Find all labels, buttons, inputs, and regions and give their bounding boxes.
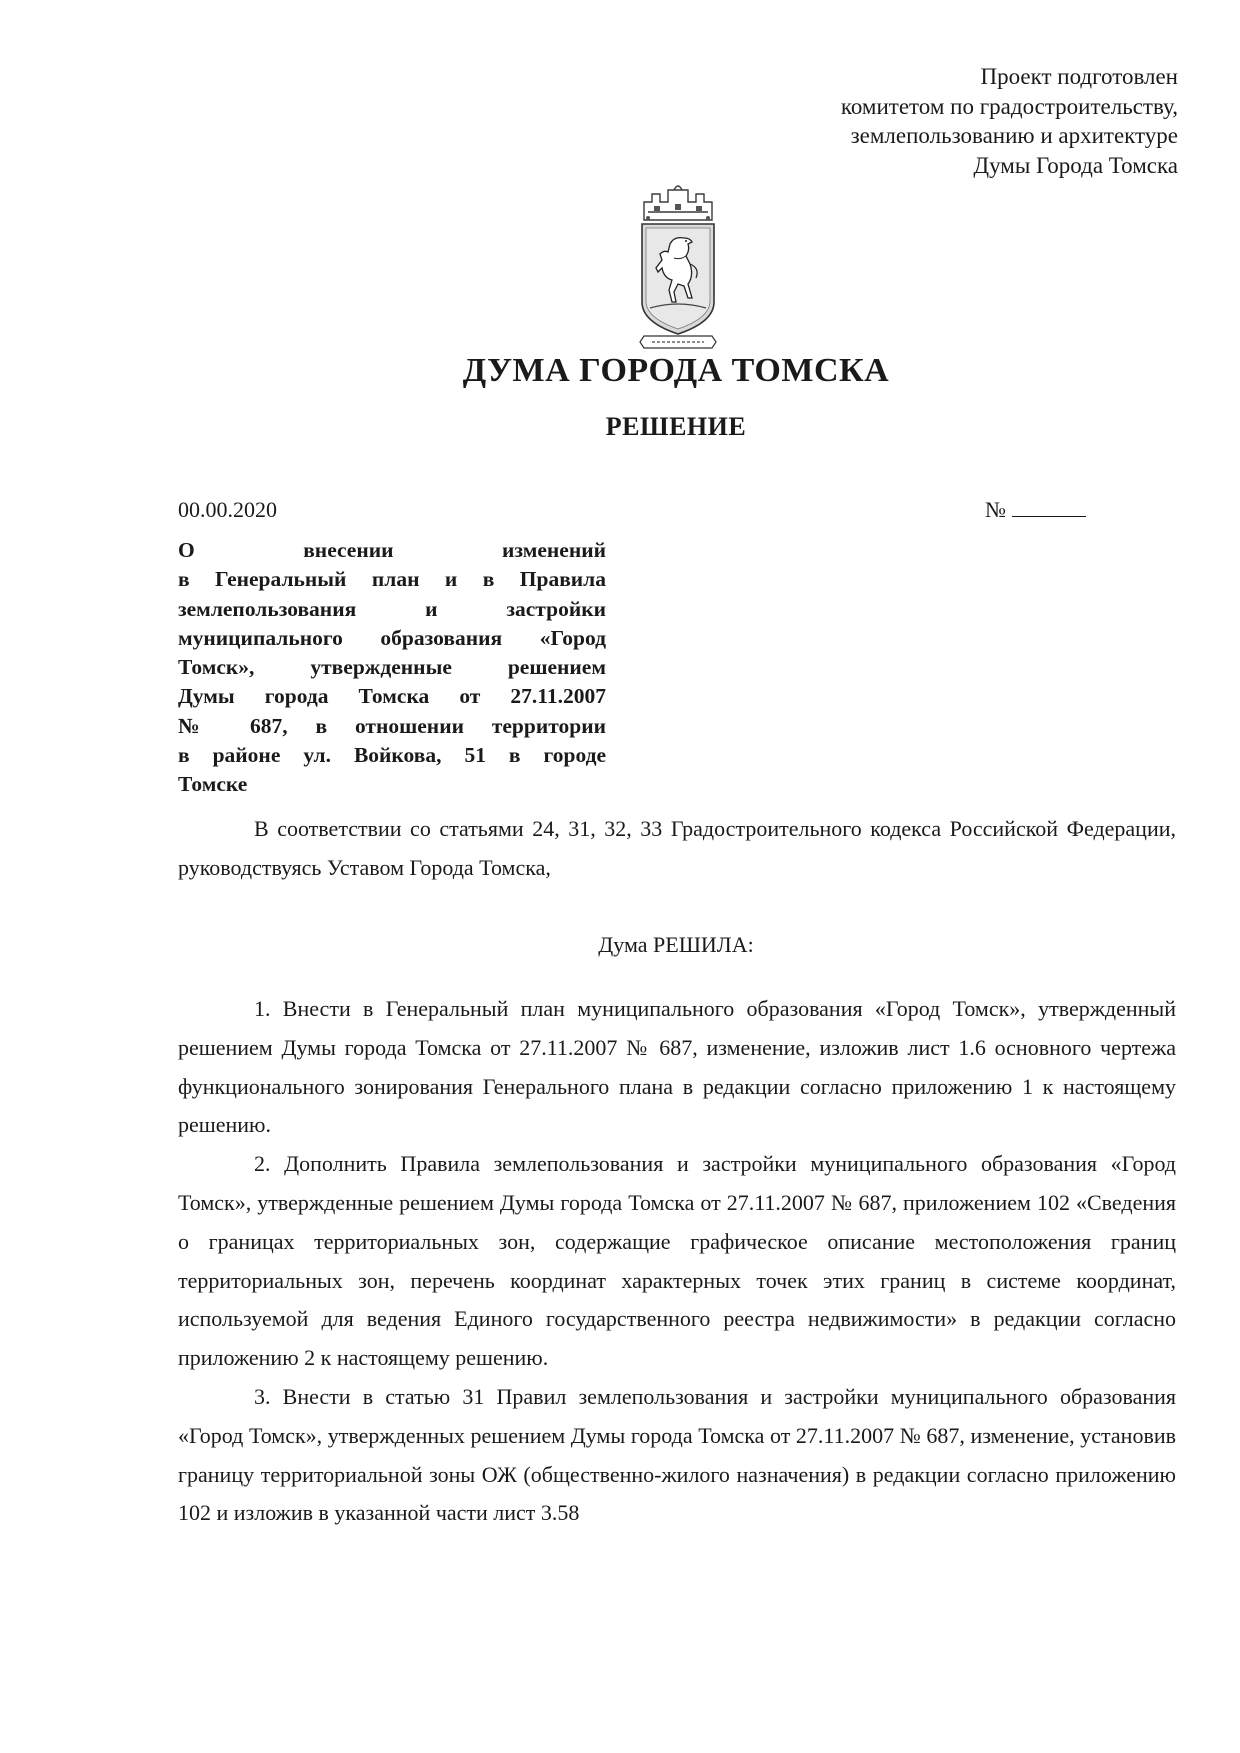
decision-item: 2. Дополнить Правила землепользования и застройки муниципального образования «Город Томск», утвержденные решением Думы города Томска от 27.11.2007 № 687, приложением 102 «Сведения о границах территориальных зон, содержащие графическое описание местоположения границ территориальных зон, перечень координат характерных точек этих границ в системе координат, используемой для ведения Единого государственного реестра недвижимости» в редакции согласно приложению 2 к настоящему решению. [178,1151,1176,1371]
decision-number [985,497,1086,523]
subject-line: в районе ул. Войкова, 51 в городе [178,743,606,768]
subject-line: № 687, в отношении территории [178,713,606,738]
prepared-by-line: комитетом по градостроительству, [840,93,1178,119]
subject-line: в Генеральный план и в Правила [178,567,606,592]
subject-line: Думы города Томска от 27.11.2007 [178,684,606,709]
prepared-by-line: землепользованию и архитектуре [850,123,1178,148]
decision-date: 00.00.2020 [178,497,277,522]
decision-item: 1. Внести в Генеральный план муниципального образования «Город Томск», утвержденный решением Думы города Томска от 27.11.2007 № 687, изменение, изложив лист 1.6 основного чертежа функционального зонирования Генерального плана в редакции согласно приложению 1 к настоящему решению. [178,996,1176,1138]
preamble-text: В соответствии со статьями 24, 31, 32, 33 Градостроительного кодекса Российской Федерации, руководствуясь Уставом Города Томска, [178,816,1176,880]
number-blank-line [1012,498,1086,517]
decision-subject [178,536,606,800]
subject-line: О внесении изменений [178,538,606,562]
subject-line: муниципального образования «Город [178,625,606,650]
prepared-by-note [841,62,1178,180]
org-title: ДУМА ГОРОДА ТОМСКА [462,352,890,389]
decision-items [178,990,1176,1533]
document-type: РЕШЕНИЕ [605,412,747,441]
prepared-by-line: Думы Города Томска [973,152,1178,178]
subject-line: Томске [178,772,248,797]
decision-item: 3. Внести в статью 31 Правил землепользования и застройки муниципального образования «Город Томск», утвержденных решением Думы города Томска от 27.11.2007 № 687, изменение, установив границу территориальной зоны ОЖ (общественно-жилого назначения) в редакции согласно приложению 102 и изложив в указанной части лист 3.58 [178,1383,1176,1526]
number-label: № [985,497,1006,522]
prepared-by-line: Проект подготовлен [980,64,1178,89]
preamble [178,810,1176,888]
resolved-heading: Дума РЕШИЛА: [598,932,754,957]
subject-line: землепользования и застройки [178,596,606,621]
subject-line: Томск», утвержденные решением [178,655,606,680]
tomsk-coat-of-arms-icon [634,180,722,350]
